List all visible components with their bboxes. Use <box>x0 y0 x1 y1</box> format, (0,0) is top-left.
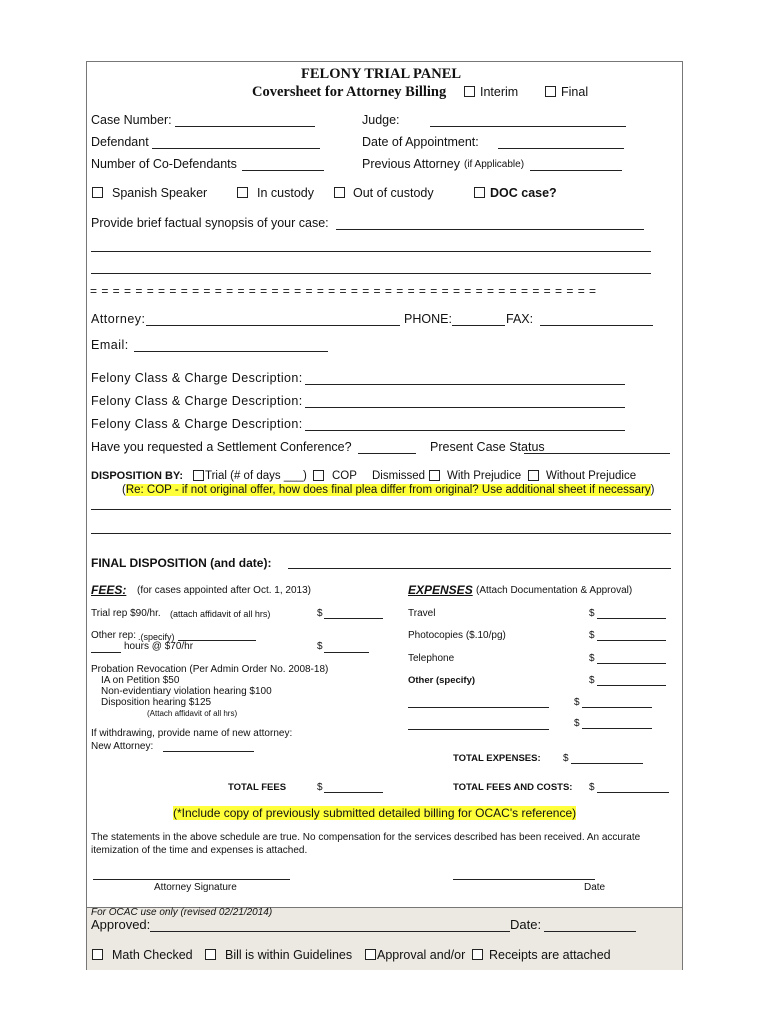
include-billing-note: (*Include copy of previously submitted detailed billing for OCAC's reference) <box>173 806 577 820</box>
total-fees-dollar: $ <box>317 782 323 793</box>
telephone-amount[interactable] <box>597 663 666 664</box>
total-fees-amount[interactable] <box>324 792 383 793</box>
statement-line-2: itemization of the time and expenses is attached. <box>91 845 308 856</box>
cop-checkbox[interactable] <box>313 470 324 481</box>
other-rep-dollar: $ <box>317 641 323 652</box>
signature-date-field[interactable] <box>453 879 595 880</box>
total-fees-costs-dollar: $ <box>589 782 595 793</box>
cop-label: COP <box>332 470 357 482</box>
without-prejudice-label: Without Prejudice <box>546 470 637 482</box>
trial-rep-label: Trial rep $90/hr. <box>91 608 161 619</box>
math-checked-checkbox[interactable] <box>92 949 103 960</box>
other-rep-amount[interactable] <box>324 652 369 653</box>
travel-amount[interactable] <box>597 618 666 619</box>
final-disposition-field[interactable] <box>288 568 671 569</box>
fax-label: FAX: <box>506 312 534 326</box>
synopsis-field-2[interactable] <box>91 251 651 252</box>
total-expenses-amount[interactable] <box>571 763 643 764</box>
in-custody-label: In custody <box>257 186 314 200</box>
date-of-appointment-label: Date of Appointment: <box>362 135 479 149</box>
co-defendants-label: Number of Co-Defendants <box>91 157 237 171</box>
synopsis-label: Provide brief factual synopsis of your case: <box>91 216 329 230</box>
final-checkbox[interactable] <box>545 86 556 97</box>
cop-note-close: ) <box>650 484 655 496</box>
synopsis-field-3[interactable] <box>91 273 651 274</box>
other-rep-hours-field[interactable] <box>91 652 121 653</box>
photocopies-dollar: $ <box>589 630 595 641</box>
spanish-speaker-checkbox[interactable] <box>92 187 103 198</box>
case-number-field[interactable] <box>175 126 315 127</box>
trial-rep-dollar: $ <box>317 608 323 619</box>
out-of-custody-checkbox[interactable] <box>334 187 345 198</box>
total-fees-costs-amount[interactable] <box>597 792 669 793</box>
final-label: Final <box>561 85 589 99</box>
settlement-conference-label: Have you requested a Settlement Conference? <box>91 440 352 454</box>
doc-case-label: DOC case? <box>490 186 557 200</box>
cop-note <box>122 483 655 497</box>
out-of-custody-label: Out of custody <box>353 186 434 200</box>
photocopies-amount[interactable] <box>597 640 666 641</box>
disposition-by-label: DISPOSITION BY: <box>91 470 184 482</box>
settlement-conference-field[interactable] <box>358 453 416 454</box>
attorney-field[interactable] <box>146 325 400 326</box>
previous-attorney-label: Previous Attorney <box>362 157 460 171</box>
other-expense-amount[interactable] <box>597 685 666 686</box>
ia-on-petition-label: IA on Petition $50 <box>101 675 180 686</box>
with-prejudice-checkbox[interactable] <box>429 470 440 481</box>
disposition-field-2[interactable] <box>91 533 671 534</box>
disposition-field-1[interactable] <box>91 509 671 510</box>
approved-date-label: Date: <box>510 917 542 932</box>
attorney-signature-field[interactable] <box>93 879 290 880</box>
present-case-status-field[interactable] <box>524 453 670 454</box>
felony-class-label-3: Felony Class & Charge Description: <box>91 417 303 431</box>
approval-label: Approval and/or <box>377 948 466 962</box>
trial-rep-note: (attach affidavit of all hrs) <box>170 609 271 619</box>
trial-rep-amount[interactable] <box>324 618 383 619</box>
expenses-heading: EXPENSES <box>408 583 473 597</box>
other-expense-amount-3[interactable] <box>582 728 652 729</box>
total-fees-label: TOTAL FEES <box>228 782 287 793</box>
within-guidelines-label: Bill is within Guidelines <box>225 948 353 962</box>
previous-attorney-field[interactable] <box>530 170 622 171</box>
felony-class-field-3[interactable] <box>305 430 625 431</box>
case-number-label: Case Number: <box>91 113 172 127</box>
withdrawing-label: If withdrawing, provide name of new attorney: <box>91 728 293 739</box>
cop-note-text: Re: COP - if not original offer, how does final plea differ from original? Use additional sheet if necessary <box>125 484 651 496</box>
email-field[interactable] <box>134 351 328 352</box>
present-case-status-label: Present Case Status <box>430 440 545 454</box>
phone-label: PHONE: <box>404 312 452 326</box>
felony-class-field-1[interactable] <box>305 384 625 385</box>
ocac-use-only-label: For OCAC use only (revised 02/21/2014) <box>91 907 273 918</box>
in-custody-checkbox[interactable] <box>237 187 248 198</box>
trial-checkbox[interactable] <box>193 470 204 481</box>
photocopies-label: Photocopies ($.10/pg) <box>408 630 506 641</box>
form-title: FELONY TRIAL PANEL <box>301 66 462 82</box>
judge-label: Judge: <box>362 113 400 127</box>
defendant-label: Defendant <box>91 135 149 149</box>
other-expense-dollar-3: $ <box>574 718 580 729</box>
trial-label: Trial (# of days ___) <box>205 470 307 482</box>
other-expense-specify-2[interactable] <box>408 729 549 730</box>
fees-heading: FEES: <box>91 583 127 597</box>
other-expense-dollar-2: $ <box>574 697 580 708</box>
email-label: Email: <box>91 338 129 352</box>
travel-label: Travel <box>408 608 436 619</box>
synopsis-field-1[interactable] <box>336 229 644 230</box>
judge-field[interactable] <box>430 126 626 127</box>
receipts-checkbox[interactable] <box>472 949 483 960</box>
approved-label: Approved: <box>91 917 151 932</box>
total-expenses-label: TOTAL EXPENSES: <box>453 753 541 764</box>
phone-field[interactable] <box>452 325 505 326</box>
statement-line-1: The statements in the above schedule are true. No compensation for the services described has been received. An accurate <box>91 832 641 843</box>
probation-revocation-label: Probation Revocation (Per Admin Order No. 2008-18) <box>91 664 329 675</box>
total-expenses-dollar: $ <box>563 753 569 764</box>
approved-date-field[interactable] <box>544 931 636 932</box>
defendant-field[interactable] <box>152 148 320 149</box>
spanish-speaker-label: Spanish Speaker <box>112 186 208 200</box>
travel-dollar: $ <box>589 608 595 619</box>
hours-label: hours @ $70/hr <box>124 641 194 652</box>
without-prejudice-checkbox[interactable] <box>528 470 539 481</box>
non-evidentiary-label: Non-evidentiary violation hearing $100 <box>101 686 272 697</box>
if-applicable-label: (if Applicable) <box>464 159 525 170</box>
attorney-signature-label: Attorney Signature <box>154 882 237 893</box>
felony-class-field-2[interactable] <box>305 407 625 408</box>
interim-checkbox[interactable] <box>464 86 475 97</box>
cop-note-open: ( <box>122 484 126 496</box>
other-rep-label: Other rep: <box>91 630 137 641</box>
telephone-dollar: $ <box>589 653 595 664</box>
with-prejudice-label: With Prejudice <box>447 470 522 482</box>
date-of-appointment-field[interactable] <box>498 148 624 149</box>
felony-class-label-2: Felony Class & Charge Description: <box>91 394 303 408</box>
attorney-label: Attorney: <box>91 312 146 326</box>
telephone-label: Telephone <box>408 653 455 664</box>
fees-note: (for cases appointed after Oct. 1, 2013) <box>137 585 311 596</box>
section-separator: = = = = = = = = = = = = = = = = = = = = = = = = = = = = = = = = = = = = = = = = = = = = = <box>90 284 597 298</box>
felony-class-label-1: Felony Class & Charge Description: <box>91 371 303 385</box>
approval-checkbox[interactable] <box>365 949 376 960</box>
co-defendants-field[interactable] <box>242 170 324 171</box>
attach-affidavit-note: (Attach affidavit of all hrs) <box>147 709 238 718</box>
math-checked-label: Math Checked <box>112 948 193 962</box>
other-expense-amount-2[interactable] <box>582 707 652 708</box>
signature-date-label: Date <box>584 882 606 893</box>
doc-case-checkbox[interactable] <box>474 187 485 198</box>
interim-label: Interim <box>480 85 519 99</box>
approved-field[interactable] <box>150 931 510 932</box>
other-expense-specify-1[interactable] <box>408 707 549 708</box>
form-subtitle: Coversheet for Attorney Billing <box>252 84 447 100</box>
within-guidelines-checkbox[interactable] <box>205 949 216 960</box>
new-attorney-label: New Attorney: <box>91 741 154 752</box>
other-expense-dollar: $ <box>589 675 595 686</box>
fax-field[interactable] <box>540 325 653 326</box>
disposition-hearing-label: Disposition hearing $125 <box>101 697 212 708</box>
other-rep-specify: .(specify) <box>138 632 175 642</box>
total-fees-costs-label: TOTAL FEES AND COSTS: <box>453 782 573 793</box>
final-disposition-label: FINAL DISPOSITION (and date): <box>91 556 272 570</box>
other-expense-label: Other (specify) <box>408 675 476 686</box>
new-attorney-field[interactable] <box>163 751 254 752</box>
expenses-note: (Attach Documentation & Approval) <box>476 585 633 596</box>
dismissed-label: Dismissed <box>372 470 426 482</box>
receipts-label: Receipts are attached <box>489 948 611 962</box>
